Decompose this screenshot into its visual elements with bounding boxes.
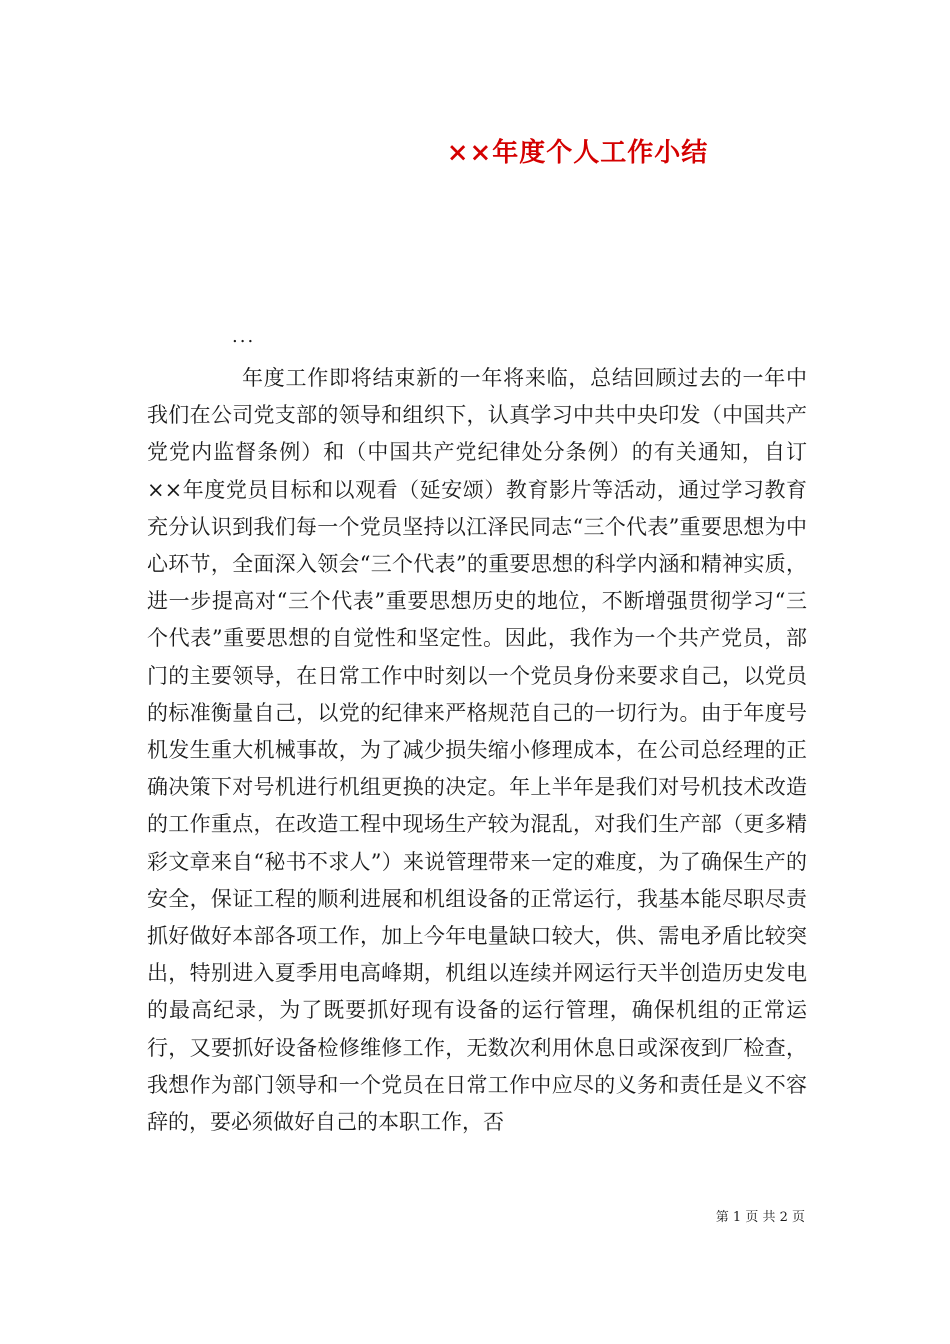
body-paragraph: 年度工作即将结束新的一年将来临，总结回顾过去的一年中我们在公司党支部的领导和组织下，认真学习中共中央印发（中国共产党党内监督条例）和（中国共产党纪律处分条例）的有关通知，自订××年度党员目标和以观看（延安颂）教育影片等活动，通过学习教育充分认识到我们每一个党员坚持以江泽民同志“三个代表”重要思想为中心环节，全面深入领会“三个代表”的重要思想的科学内涵和精神实质，进一步提高对“三个代表”重要思想历史的地位，不断增强贯彻学习“三个代表”重要思想的自觉性和坚定性。因此，我作为一个共产党员，部门的主要领导，在日常工作中时刻以一个党员身份来要求自己，以党员的标准衡量自己，以党的纪律来严格规范自己的一切行为。由于年度号机发生重大机械事故，为了减少损失缩小修理成本，在公司总经理的正确决策下对号机进行机组更换的决定。年上半年是我们对号机技术改造的工作重点，在改造工程中现场生产较为混乱，对我们生产部（更多精彩文章来自“秘书不求人”）来说管理带来一定的难度，为了确保生产的安全，保证工程的顺利进展和机组设备的正常运行，我基本能尽职尽责抓好做好本部各项工作，加上今年电量缺口较大，供、需电矛盾比较突出，特别进入夏季用电高峰期，机组以连续并网运行天半创造历史发电的最高纪录，为了既要抓好现有设备的运行管理，确保机组的正常运行，又要抓好设备检修维修工作，无数次利用休息日或深夜到厂检查，我想作为部门领导和一个党员在日常工作中应尽的义务和责任是义不容辞的，要必须做好自己的本职工作，否 [147,366,807,1135]
ellipsis-marker: ... [232,326,256,347]
document-title: ××年度个人工作小结 [446,138,709,168]
page-number: 第 1 页 共 2 页 [715,1210,805,1225]
